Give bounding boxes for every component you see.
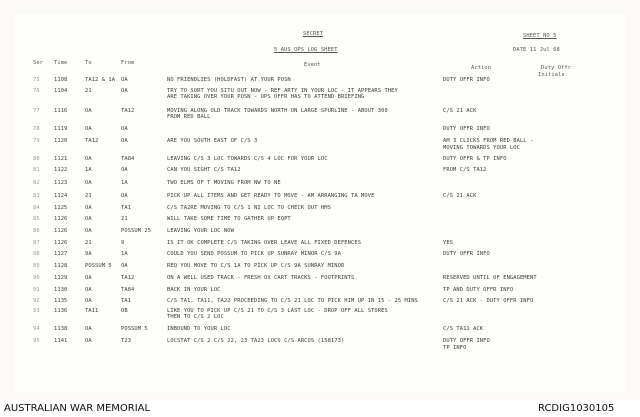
row-action: AM 3 CLICKS FROM RED BALL - xyxy=(443,138,534,144)
row-ser: 80 xyxy=(33,156,40,162)
row-to: 21 xyxy=(85,193,92,199)
row-from: T23 xyxy=(121,338,132,344)
row-event: TWO ELMS OF T MOVING FROM NW TO NE xyxy=(167,180,281,186)
row-event: CAN YOU SIGHT C/S TA12 xyxy=(167,167,241,173)
row-event: LOCSTAT C/S 2 C/S 22, 23 TA23 LOCS C/S ARCUS (158173) xyxy=(167,338,345,344)
archive-footer xyxy=(0,400,640,417)
log-row xyxy=(0,167,640,176)
row-to: OA xyxy=(85,126,92,132)
row-action: FROM C/S TA12 xyxy=(443,167,487,173)
row-event: BACK IN YOUR LOC xyxy=(167,287,221,293)
row-to: OA xyxy=(85,205,92,211)
document-subtitle: 5 AUS OPS LOG SHEET xyxy=(274,47,338,53)
row-to: 21 xyxy=(85,240,92,246)
row-time: 1135 xyxy=(54,298,68,304)
row-event: C/S TA2RE MOVING TO C/S 1 NI LOC TO CHECK OUT HMS xyxy=(167,205,331,211)
row-from: OA xyxy=(121,138,128,144)
row-ser: 92 xyxy=(33,298,40,304)
row-from: TA12 xyxy=(121,108,135,114)
log-row xyxy=(0,326,640,335)
row-event: C/S TA1, TA11, TA22 PROCEEDING TO C/S 21 LOC TO PICK HIM UP IN 15 - 25 MINS xyxy=(167,298,418,304)
row-from: TA84 xyxy=(121,287,135,293)
row-event: REQ YOU MOVE TO C/S 1A TO PICK UP C/S 9A SUNRAY MINOR xyxy=(167,263,345,269)
row-time: 1128 xyxy=(54,263,68,269)
row-action: YES xyxy=(443,240,454,246)
log-row xyxy=(0,275,640,284)
col-header-duty-offr: Duty Offr xyxy=(541,65,572,71)
row-event: LIKE YOU TO PICK UP C/S 21 TO C/S 3 LAST LOC - DROP OFF ALL STORES xyxy=(167,308,388,314)
log-row xyxy=(0,180,640,189)
row-time: 1126 xyxy=(54,228,68,234)
row-action-continued: MOVING TOWARDS YOUR LOC xyxy=(443,145,520,151)
row-ser: 86 xyxy=(33,228,40,234)
row-to: OA xyxy=(85,108,92,114)
log-row xyxy=(0,138,640,151)
log-row xyxy=(0,126,640,135)
row-from: POSSUM 25 xyxy=(121,228,152,234)
col-header-time: Time xyxy=(54,60,68,66)
row-to: OA xyxy=(85,338,92,344)
log-row xyxy=(0,88,640,100)
row-ser: 82 xyxy=(33,180,40,186)
row-action: DUTY OFFR INFO xyxy=(443,126,490,132)
row-to: OA xyxy=(85,298,92,304)
row-ser: 95 xyxy=(33,338,40,344)
row-action: DUTY OFFR INFO xyxy=(443,77,490,83)
row-to: OA xyxy=(85,216,92,222)
log-row xyxy=(0,156,640,165)
sheet-date: DATE 11 Jul 68 xyxy=(513,47,560,53)
row-event-continued: ARE TAKING OVER YOUR POSN - OPS OFFR HAS TO ATTEND BRIEFING xyxy=(167,94,365,100)
row-event: COULD YOU SEND POSSUM TO PICK UP SUNRAY MINOR C/S 9A xyxy=(167,251,341,257)
row-from: 1A xyxy=(121,251,128,257)
row-ser: 93 xyxy=(33,308,40,314)
row-to: OA xyxy=(85,275,92,281)
log-row xyxy=(0,338,640,351)
col-header-ser: Ser xyxy=(33,60,44,66)
log-row xyxy=(0,263,640,272)
col-header-action: Action xyxy=(471,65,492,71)
document-title: SECRET xyxy=(303,31,324,37)
row-time: 1122 xyxy=(54,167,68,173)
row-ser: 94 xyxy=(33,326,40,332)
row-from: TA84 xyxy=(121,156,135,162)
footer-source: AUSTRALIAN WAR MEMORIAL xyxy=(4,403,151,414)
row-event-continued: THEN TO C/S 2 LOC xyxy=(167,314,224,320)
log-row xyxy=(0,77,640,86)
row-time: 1126 xyxy=(54,216,68,222)
row-ser: 79 xyxy=(33,138,40,144)
row-event-continued: FROM RED BALL xyxy=(167,114,211,120)
row-ser: 85 xyxy=(33,216,40,222)
row-event: LEAVING YOUR LOC NOW xyxy=(167,228,234,234)
row-to: OA xyxy=(85,228,92,234)
row-time: 1120 xyxy=(54,138,68,144)
row-time: 1123 xyxy=(54,180,68,186)
row-from: OA xyxy=(121,77,128,83)
row-action: DUTY OFFR INFO xyxy=(443,251,490,257)
row-action: C/S 21 ACK - DUTY OFFR INFO xyxy=(443,298,534,304)
log-row xyxy=(0,228,640,237)
row-to: OA xyxy=(85,287,92,293)
row-ser: 91 xyxy=(33,287,40,293)
row-action: TP AND DUTY OFFR INFO xyxy=(443,287,514,293)
row-event: INBOUND TO YOUR LOC xyxy=(167,326,231,332)
log-row xyxy=(0,298,640,307)
row-time: 1138 xyxy=(54,326,68,332)
row-from: OA xyxy=(121,88,128,94)
row-ser: 87 xyxy=(33,240,40,246)
row-time: 1104 xyxy=(54,88,68,94)
row-action: RESERVED UNTIL OF ENGAGEMENT xyxy=(443,275,537,281)
row-from: TA1 xyxy=(121,205,132,211)
log-row xyxy=(0,193,640,202)
row-from: TA1 xyxy=(121,298,132,304)
row-from: OA xyxy=(121,167,128,173)
row-time: 1108 xyxy=(54,77,68,83)
row-to: POSSUM 5 xyxy=(85,263,112,269)
row-ser: 81 xyxy=(33,167,40,173)
row-from: 1A xyxy=(121,180,128,186)
row-to: 9A xyxy=(85,251,92,257)
row-event: WILL TAKE SOME TIME TO GATHER UP EQPT xyxy=(167,216,291,222)
row-time: 1127 xyxy=(54,251,68,257)
row-action: C/S 21 ACK xyxy=(443,108,477,114)
log-row xyxy=(0,205,640,214)
row-from: OB xyxy=(121,308,128,314)
log-sheet-paper xyxy=(14,14,626,392)
row-ser: 84 xyxy=(33,205,40,211)
sheet-number: SHEET NO 5 xyxy=(523,33,557,39)
row-to: 21 xyxy=(85,88,92,94)
row-from: POSSUM 5 xyxy=(121,326,148,332)
row-action: DUTY OFFR INFO xyxy=(443,338,490,344)
row-ser: 89 xyxy=(33,263,40,269)
row-ser: 77 xyxy=(33,108,40,114)
row-time: 1116 xyxy=(54,108,68,114)
row-from: TA12 xyxy=(121,275,135,281)
row-ser: 90 xyxy=(33,275,40,281)
row-event: ON A WELL USED TRACK - FRESH OX CART TRACKS - FOOTPRINTS xyxy=(167,275,355,281)
row-action: C/S 21 ACK xyxy=(443,193,477,199)
row-time: 1119 xyxy=(54,126,68,132)
row-event: NO FRIENDLIES (HOLDFAST) AT YOUR POSN xyxy=(167,77,291,83)
row-ser: 75 xyxy=(33,77,40,83)
log-row xyxy=(0,216,640,225)
row-action: DUTY OFFR & TP INFO xyxy=(443,156,507,162)
log-row xyxy=(0,251,640,260)
row-to: OA xyxy=(85,180,92,186)
row-time: 1126 xyxy=(54,240,68,246)
row-to: TA11 xyxy=(85,308,99,314)
row-event: MOVING ALONG OLD TRACK TOWARDS NORTH ON LARGE SPURLINE - ABOUT 300 xyxy=(167,108,388,114)
row-time: 1129 xyxy=(54,275,68,281)
log-row xyxy=(0,308,640,320)
log-row xyxy=(0,240,640,249)
row-time: 1121 xyxy=(54,156,68,162)
row-from: OA xyxy=(121,126,128,132)
log-row xyxy=(0,287,640,296)
row-to: TA12 xyxy=(85,138,99,144)
col-header-initials: Initials xyxy=(538,72,565,78)
row-event: IS IT OK COMPLETE C/S TAKING OVER LEAVE ALL FIXED DEFENCES xyxy=(167,240,362,246)
row-from: OA xyxy=(121,193,128,199)
row-ser: 83 xyxy=(33,193,40,199)
row-from: OA xyxy=(121,263,128,269)
row-from: 9 xyxy=(121,240,125,246)
col-header-to: To xyxy=(85,60,92,66)
row-event: TRY TO SORT YOU SITU OUT NOW - REF ARTY IN YOUR LOC - IT APPEARS THEY xyxy=(167,88,398,94)
row-time: 1125 xyxy=(54,205,68,211)
row-ser: 76 xyxy=(33,88,40,94)
row-time: 1136 xyxy=(54,308,68,314)
row-event: PICK UP ALL ITEMS AND GET READY TO MOVE - AM ARRANGING TA MOVE xyxy=(167,193,375,199)
row-ser: 88 xyxy=(33,251,40,257)
row-ser: 78 xyxy=(33,126,40,132)
col-header-event: Event xyxy=(304,62,321,68)
row-to: 1A xyxy=(85,167,92,173)
row-action: C/S TA11 ACK xyxy=(443,326,484,332)
row-time: 1124 xyxy=(54,193,68,199)
row-to: OA xyxy=(85,326,92,332)
row-action-continued: TP INFO xyxy=(443,345,467,351)
footer-reference: RCDIG1030105 xyxy=(538,403,615,414)
row-time: 1141 xyxy=(54,338,68,344)
row-time: 1130 xyxy=(54,287,68,293)
row-event: ARE YOU SOUTH EAST OF C/S 3 xyxy=(167,138,258,144)
row-to: OA xyxy=(85,156,92,162)
row-from: 21 xyxy=(121,216,128,222)
row-event: LEAVING C/S 3 LOC TOWARDS C/S 4 LOC FOR YOUR LOC xyxy=(167,156,328,162)
col-header-from: From xyxy=(121,60,135,66)
row-to: TA12 & 1A xyxy=(85,77,116,83)
log-row xyxy=(0,108,640,120)
